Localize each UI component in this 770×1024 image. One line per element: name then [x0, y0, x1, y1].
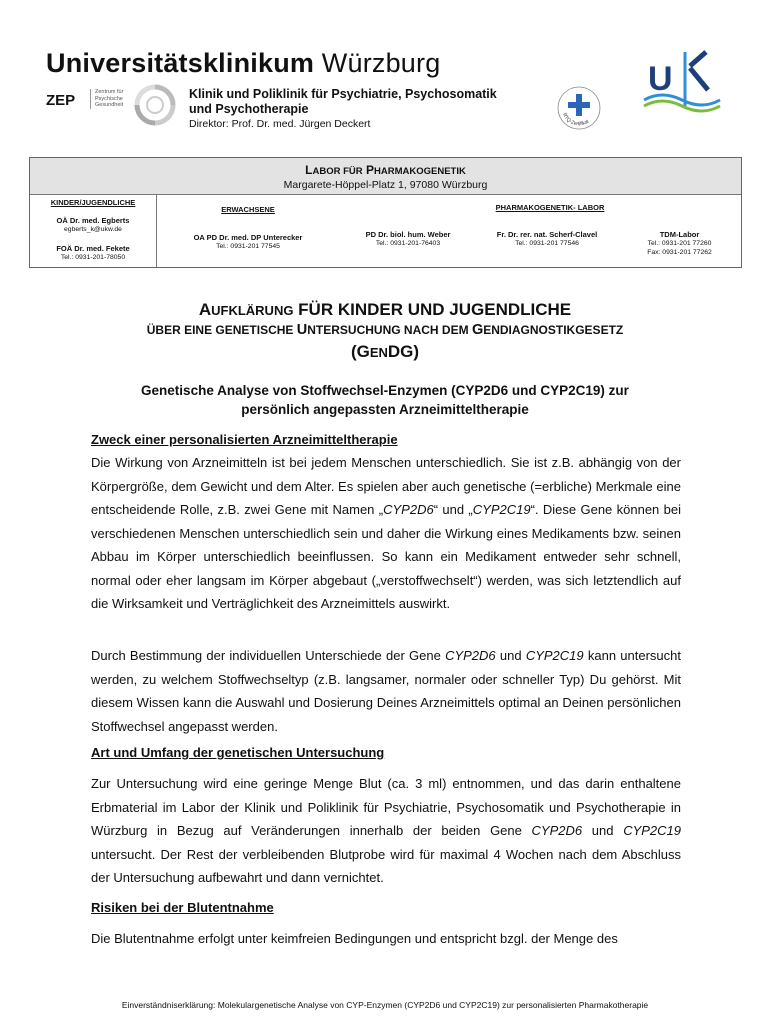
pharm-phone-2: Tel.: 0931-201 77546	[515, 240, 579, 247]
institution-name: Universitätsklinikum Würzburg	[46, 48, 441, 78]
pharm-doctor-2: Fr. Dr. rer. nat. Scherf-Clavel	[496, 230, 598, 239]
paragraph-purpose-1: Die Wirkung von Arzneimitteln ist bei jedem Menschen unterschiedlich. Sie ist z.B. abhängig von der Körpergröße, dem Gewicht und dem Alter. Es spielen aber auch genetische (=erbliche) Merkmale eine entscheidende Rolle, z.B. zwei Gene mit Namen „CYP2D6“ und „CYP2C19“. Diese Gene können bei verschiedenen Menschen unterschiedlich sein und daher die Wirkung eines Medikaments bzw. seinen Abbau im Körper unterschiedlich beeinflussen. So kann ein Medikament entweder sehr schnell, normal oder eher langsam im Körper abgebaut („verstoffwechselt“) werden, was sich letztendlich auf die Wirksamkeit und Verträglichkeit des Arzneimittels auswirkt.	[91, 455, 681, 611]
clinic-name: Klinik und Poliklinik für Psychiatrie, Psychosomatik und Psychotherapie	[189, 87, 497, 116]
zep-label: ZEP	[46, 92, 76, 109]
ukw-logo-icon	[640, 44, 724, 128]
document-title-line2: ÜBER EINE GENETISCHE UNTERSUCHUNG NACH DEM GENDIAGNOSTIKGESETZ	[146, 322, 624, 338]
pharm-phone-1: Tel.: 0931-201-76403	[375, 240, 441, 247]
lab-info-box	[29, 157, 742, 268]
zep-subtitle: Zentrum für Psychische Gesundheit	[90, 89, 123, 109]
kinder-doctor-1: OÄ Dr. med. Egberts	[56, 216, 130, 225]
page-footer: Einverständniserklärung: Molekulargenetische Analyse von CYP-Enzymen (CYP2D6 und CYP2C19) zur personalisierten Pharmakotherapie	[121, 1000, 649, 1010]
document-subtitle: Genetische Analyse von Stoffwechsel-Enzymen (CYP2D6 und CYP2C19) zur persönlich angepassten Arzneimitteltherapie	[141, 383, 629, 417]
tdm-label: TDM-Labor	[659, 230, 700, 239]
tdm-fax: Fax: 0931-201 77262	[647, 249, 712, 256]
document-title-line3: (GENDG)	[350, 342, 420, 361]
lab-header	[30, 158, 741, 195]
document-title: AUFKLÄRUNG FÜR KINDER UND JUGENDLICHE	[198, 300, 572, 319]
lab-address: Margarete-Höppel-Platz 1, 97080 Würzburg	[283, 179, 488, 191]
pharm-doctor-1: PD Dr. biol. hum. Weber	[365, 230, 451, 239]
kinder-phone: Tel.: 0931-201-78050	[60, 254, 126, 261]
paragraph-purpose-2: Durch Bestimmung der individuellen Unterschiede der Gene CYP2D6 und CYP2C19 kann untersucht werden, zu welchem Stoffwechseltyp (z.B. langsamer, normaler oder schneller Typ) Du gehörst. Mit diesem Wissen kann die Auswahl und Dosierung Deines Arzneimittels optimal an Deinen persönlichen Stoffwechsel angepasst werden.	[91, 648, 681, 734]
zep-swirl-logo-icon	[134, 84, 176, 126]
erwachsene-phone: Tel.: 0931-201 77545	[216, 243, 280, 250]
pharmakogenetik-label: PHARMAKOGENETIK- LABOR	[495, 203, 605, 212]
svg-text:U: U	[648, 60, 673, 98]
svg-text:RTQ-Zertifikat: RTQ-Zertifikat	[561, 112, 591, 128]
certificate-seal-icon	[555, 84, 603, 132]
paragraph-scope: Zur Untersuchung wird eine geringe Menge Blut (ca. 3 ml) entnommen, und das darin enthaltene Erbmaterial im Labor der Klinik und Poliklinik für Psychiatrie, Psychosomatik und Psychotherapie in Würzburg in Bezug auf Veränderungen innerhalb der beiden Gene CYP2D6 und CYP2C19 untersucht. Der Rest der verbleibenden Blutprobe wird für maximal 4 Wochen nach dem Abschluss der Untersuchung aufbewahrt und dann vernichtet.	[91, 776, 681, 885]
kinder-email[interactable]: egberts_k@ukw.de	[64, 226, 122, 233]
section-heading-purpose: Zweck einer personalisierten Arzneimitteltherapie	[91, 432, 398, 447]
erwachsene-doctor: OA PD Dr. med. DP Unterecker	[193, 233, 303, 242]
section-heading-scope: Art und Umfang der genetischen Untersuchung	[91, 745, 385, 760]
kinder-doctor-2: FOÄ Dr. med. Fekete	[56, 244, 130, 253]
section-heading-risks: Risiken bei der Blutentnahme	[91, 900, 274, 915]
paragraph-risks: Die Blutentnahme erfolgt unter keimfreien Bedingungen und entspricht bzgl. der Menge des	[91, 931, 618, 946]
tdm-phone: Tel.: 0931-201 77260	[647, 240, 712, 247]
director-line: Direktor: Prof. Dr. med. Jürgen Deckert	[189, 118, 371, 130]
erwachsene-label: ERWACHSENE	[221, 205, 275, 214]
kinder-label: KINDER/JUGENDLICHE	[50, 198, 136, 207]
zep-logo	[46, 88, 141, 124]
lab-title: LABOR FÜR PHARMAKOGENETIK	[305, 163, 466, 177]
kinder-column	[30, 194, 157, 267]
